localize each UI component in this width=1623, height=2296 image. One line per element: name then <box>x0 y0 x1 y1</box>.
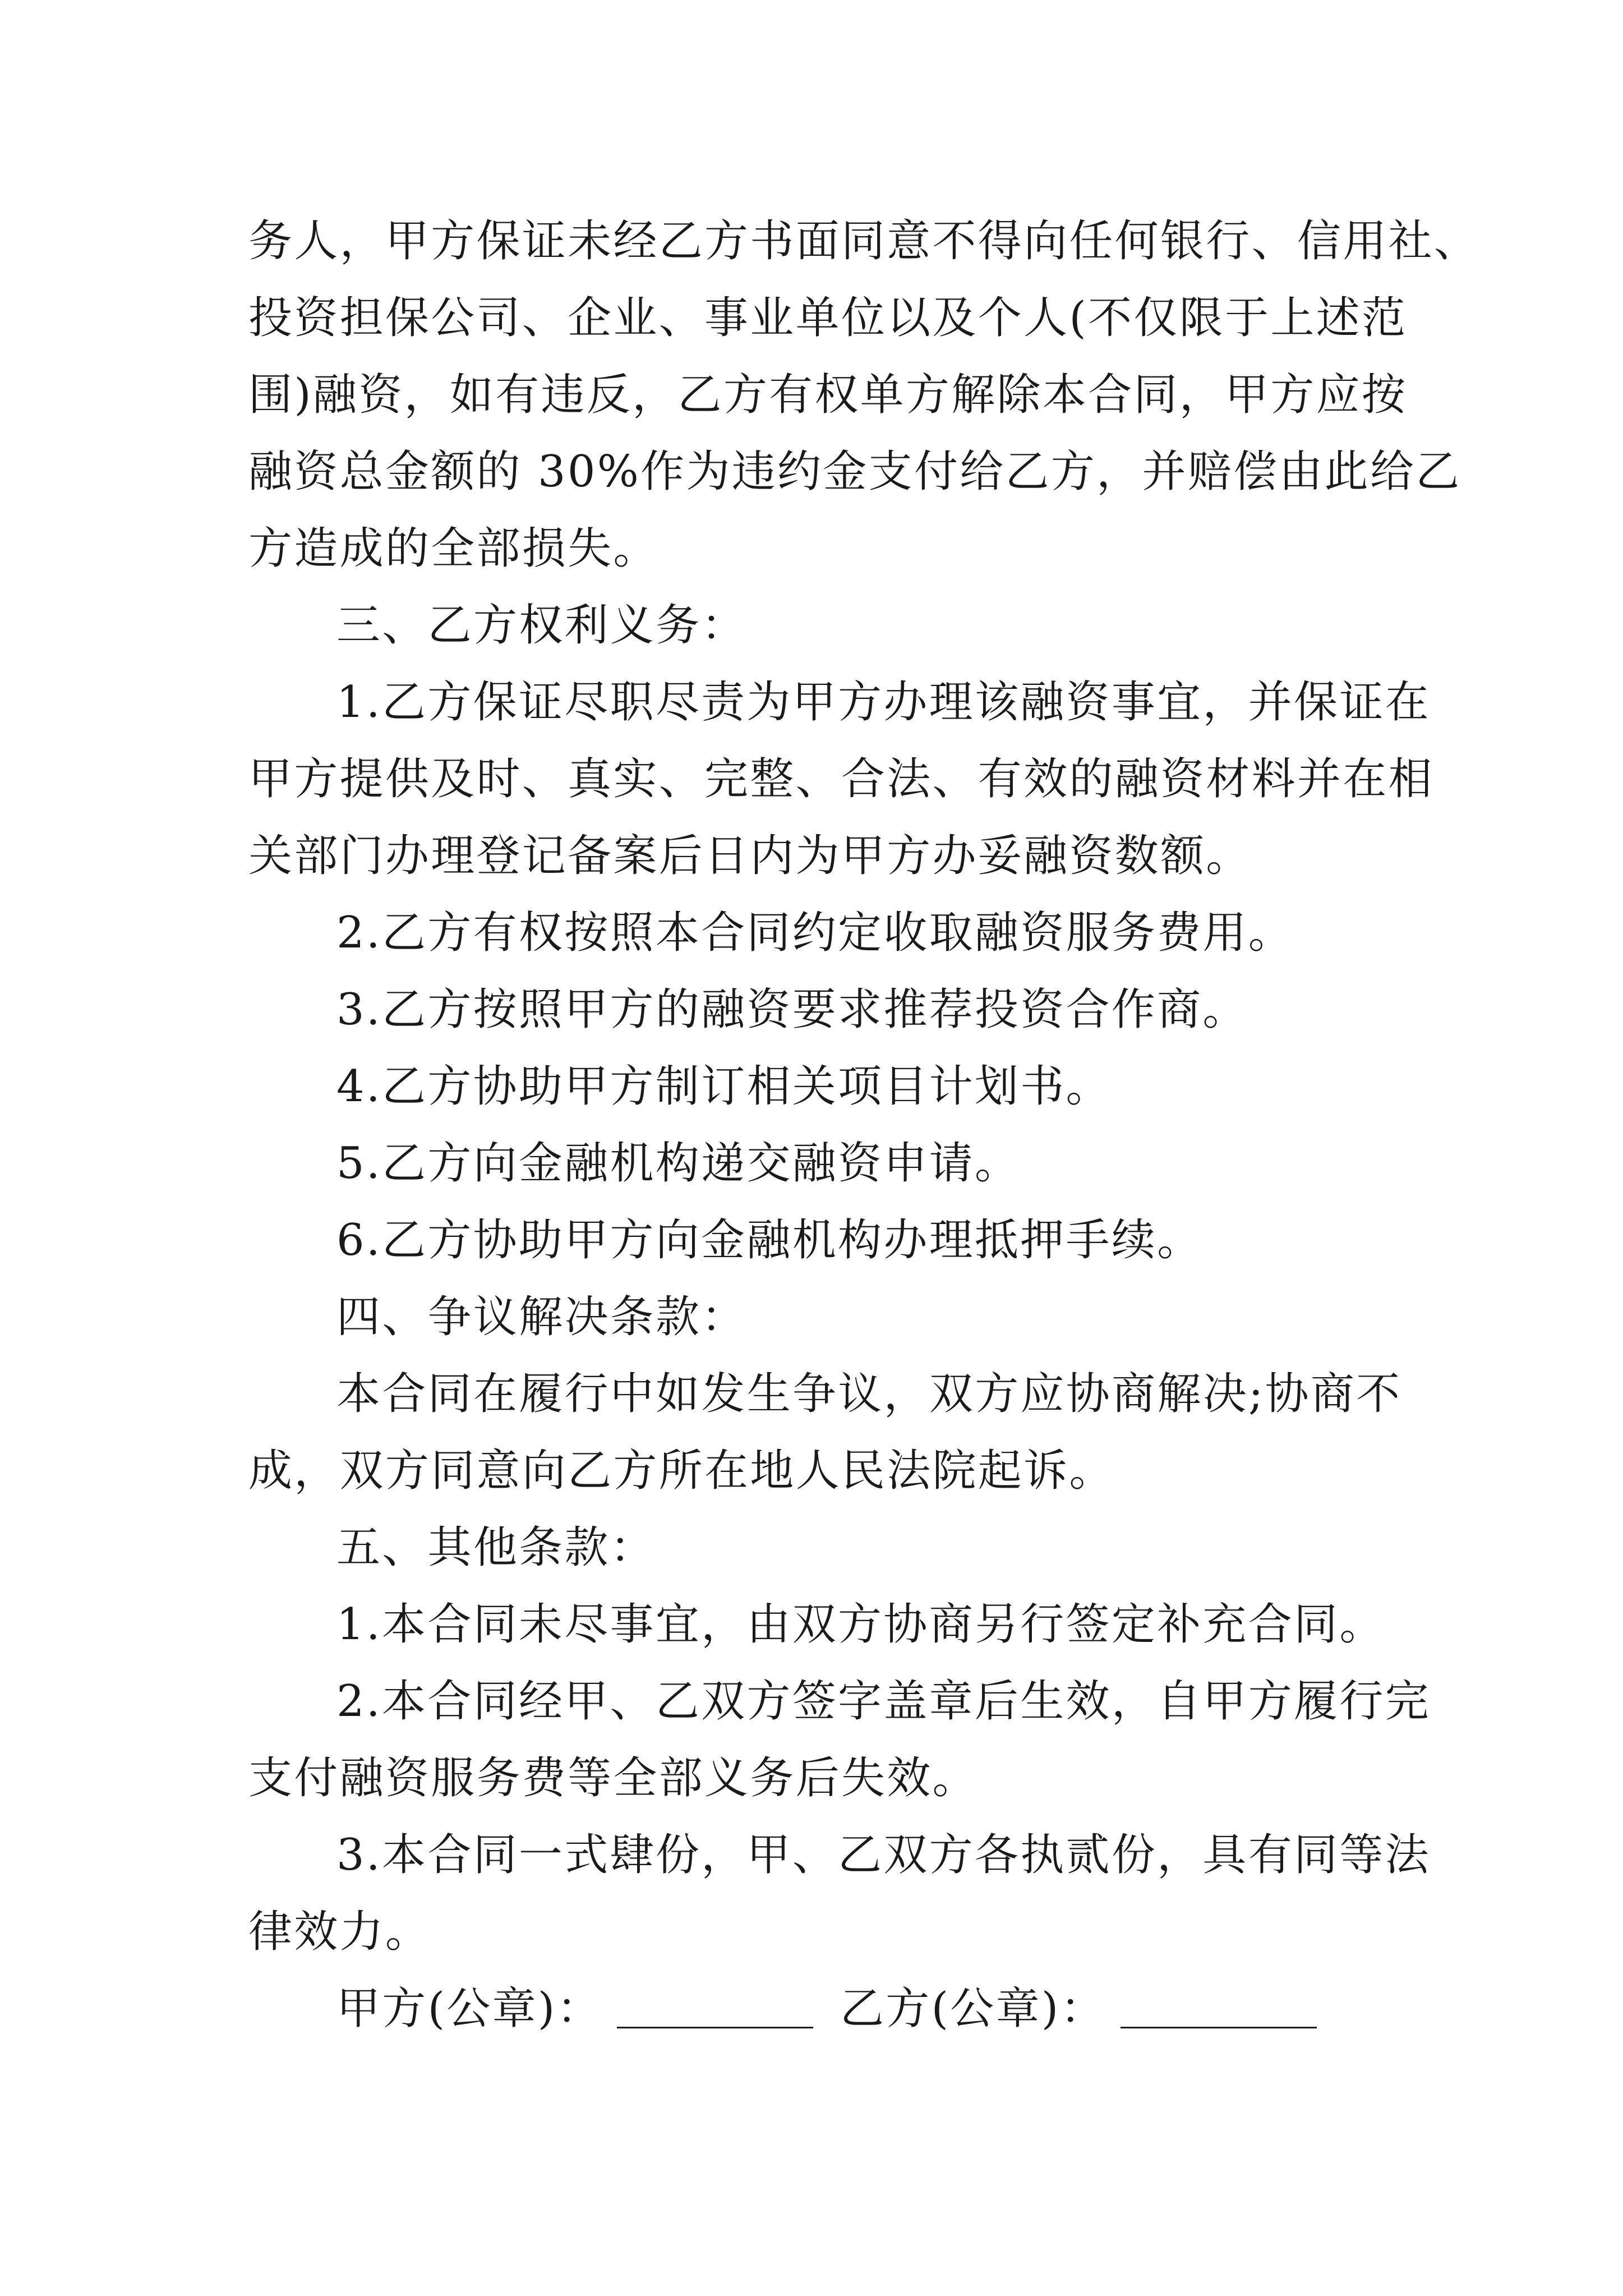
text-line: 投资担保公司、企业、事业单位以及个人(不仅限于上述范 <box>248 293 1408 343</box>
signature-row <box>248 1971 1376 2047</box>
party-b-seal-blank <box>1121 1983 1317 2028</box>
text-line: 融资总金额的 30%作为违约金支付给乙方，并赔偿由此给乙 <box>248 447 1461 497</box>
text-line: 关部门办理登记备案后日内为甲方办妥融资数额。 <box>248 831 1252 881</box>
text-line: 3.乙方按照甲方的融资要求推荐投资合作商。 <box>336 984 1248 1035</box>
contract-body <box>248 203 1480 2047</box>
party-a-seal-blank <box>617 1983 813 2028</box>
text-line: 6.乙方协助甲方向金融机构办理抵押手续。 <box>336 1215 1203 1266</box>
text-line: 3.本合同一式肆份，甲、乙双方各执贰份，具有同等法 <box>336 1830 1431 1880</box>
text-line: 1.本合同未尽事宜，由双方协商另行签定补充合同。 <box>336 1599 1385 1650</box>
text-line: 三、乙方权利义务： <box>336 600 747 651</box>
party-a-seal-label: 甲方(公章)： <box>336 1984 602 2034</box>
text-line: 务人，甲方保证未经乙方书面同意不得向任何银行、信用社、 <box>248 216 1480 266</box>
text-line: 律效力。 <box>248 1907 431 1957</box>
text-line: 成，双方同意向乙方所在地人民法院起诉。 <box>248 1446 1115 1496</box>
text-line: 甲方提供及时、真实、完整、合法、有效的融资材料并在相 <box>248 754 1434 804</box>
text-line: 四、争议解决条款： <box>336 1292 747 1342</box>
text-line: 4.乙方协助甲方制订相关项目计划书。 <box>336 1061 1112 1112</box>
text-line: 2.乙方有权按照本合同约定收取融资服务费用。 <box>336 908 1294 958</box>
text-line: 五、其他条款： <box>336 1522 656 1573</box>
text-line: 支付融资服务费等全部义务后失效。 <box>248 1753 978 1803</box>
text-line: 方造成的全部损失。 <box>248 523 659 574</box>
text-line: 1.乙方保证尽职尽责为甲方办理该融资事宜，并保证在 <box>336 677 1431 728</box>
text-line: 5.乙方向金融机构递交融资申请。 <box>336 1138 1021 1189</box>
text-line: 2.本合同经甲、乙双方签字盖章后生效，自甲方履行完 <box>336 1676 1431 1727</box>
party-b-seal-label: 乙方(公章)： <box>840 1984 1106 2034</box>
text-line: 本合同在履行中如发生争议，双方应协商解决;协商不 <box>336 1369 1402 1419</box>
text-line: 围)融资，如有违反，乙方有权单方解除本合同，甲方应按 <box>248 370 1408 420</box>
contract-text <box>248 203 1480 1971</box>
